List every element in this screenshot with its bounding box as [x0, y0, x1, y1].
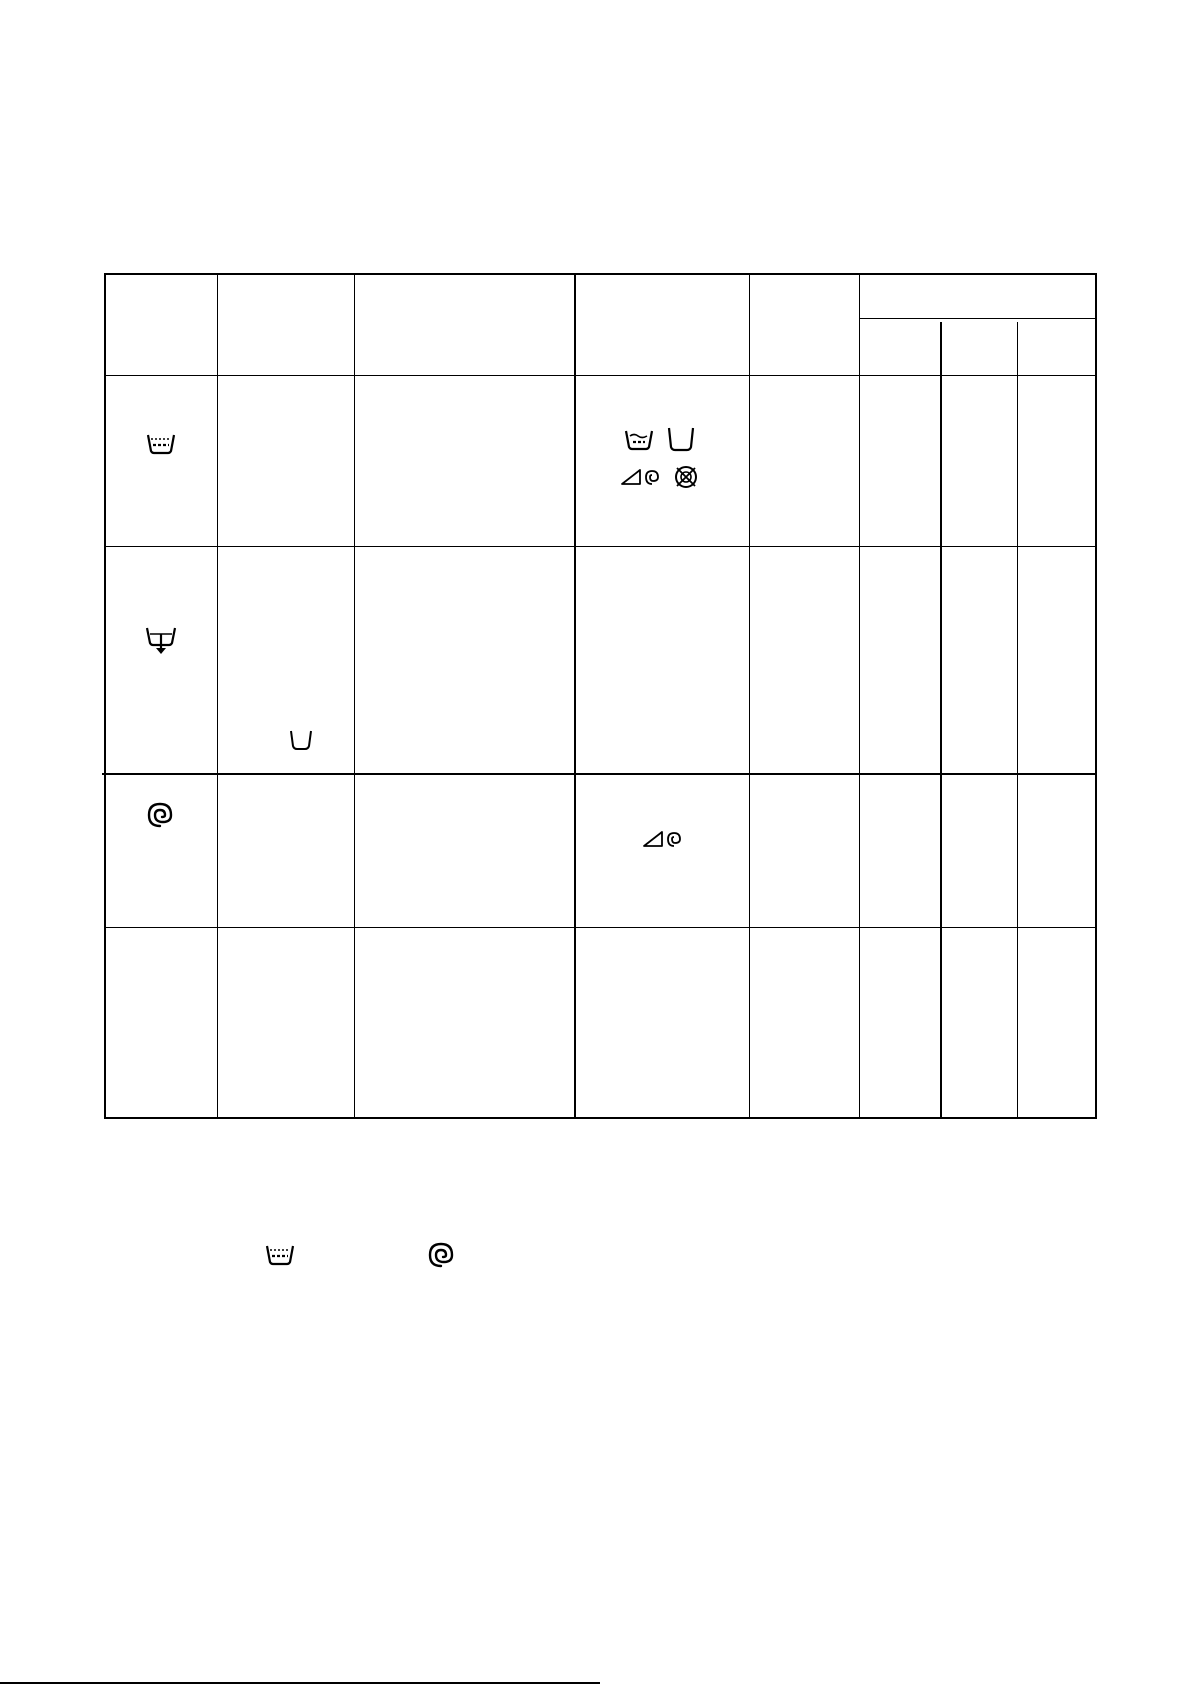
header-bottom-rule: [104, 375, 1097, 376]
column-divider-2: [354, 273, 355, 1119]
wash-tub-intensive-icon: [265, 1243, 295, 1266]
wash-tub-intensive-icon: [146, 432, 176, 455]
spin-icon: [426, 1240, 456, 1270]
empty-tub-icon: [288, 729, 314, 751]
rinse-hold-spin-icon: [642, 827, 686, 849]
row-2-bottom-rule: [102, 773, 1097, 775]
spin-icon: [145, 800, 175, 830]
empty-tub-icon: [666, 426, 696, 452]
column-divider-1: [217, 273, 218, 1119]
table-border-top: [104, 273, 1097, 275]
rinse-hold-spin-icon: [620, 465, 664, 487]
header-subdivider: [860, 318, 1097, 319]
table-border-left: [104, 273, 106, 1119]
table-border-right: [1095, 273, 1097, 1119]
wash-tub-intensive-icon: [624, 428, 654, 452]
row-3-bottom-rule: [104, 927, 1097, 928]
column-divider-4: [749, 273, 750, 1119]
drain-icon: [144, 626, 178, 656]
row-1-bottom-rule: [104, 546, 1097, 547]
no-spin-icon: [673, 464, 699, 490]
subcolumn-divider-2: [1017, 322, 1018, 1119]
page-footer-rule: [0, 1682, 600, 1684]
column-divider-3: [574, 273, 576, 1119]
column-divider-5: [859, 273, 860, 1119]
subcolumn-divider-1: [940, 322, 942, 1119]
table-border-bottom: [104, 1117, 1097, 1119]
